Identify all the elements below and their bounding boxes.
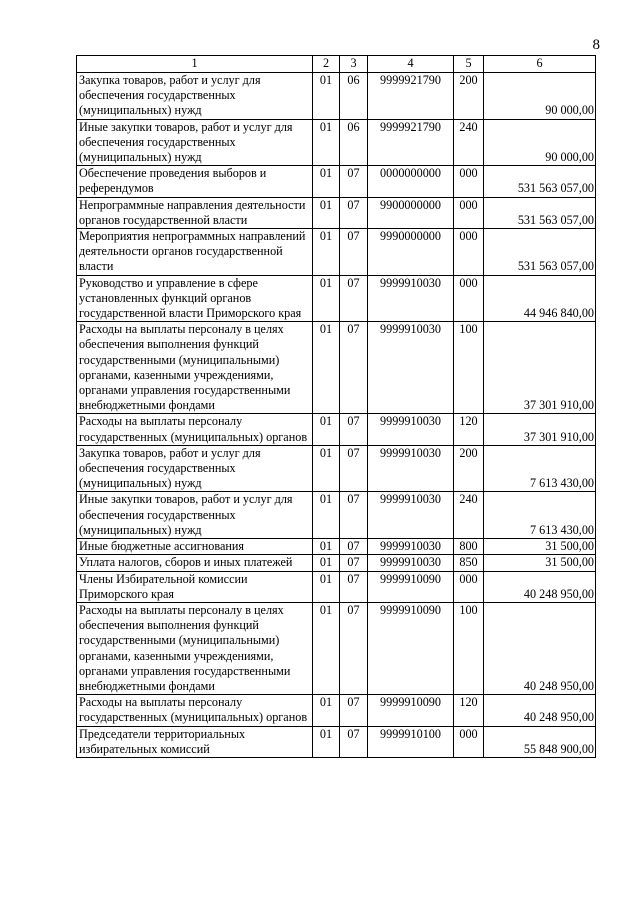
column-header-amount: 6 (484, 56, 596, 73)
cell-subsection: 07 (340, 539, 368, 555)
table-row (77, 539, 596, 555)
page-number: 8 (592, 37, 600, 53)
cell-expense-type: 120 (454, 414, 484, 445)
cell-amount: 37 301 910,00 (484, 322, 596, 414)
cell-amount: 531 563 057,00 (484, 197, 596, 228)
cell-name: Руководство и управление в сфере установленных функций органов государственной власти Приморского края (77, 275, 313, 322)
column-header-target: 4 (368, 56, 454, 73)
table-row (77, 322, 596, 414)
cell-expense-type: 200 (454, 73, 484, 120)
cell-target: 9999910030 (368, 492, 454, 539)
cell-section: 01 (313, 197, 340, 228)
cell-section: 01 (313, 229, 340, 276)
table-row (77, 571, 596, 602)
cell-expense-type: 000 (454, 229, 484, 276)
cell-expense-type: 000 (454, 571, 484, 602)
cell-name: Закупка товаров, работ и услуг для обеспечения государственных (муниципальных) нужд (77, 73, 313, 120)
cell-subsection: 07 (340, 445, 368, 492)
cell-name: Иные бюджетные ассигнования (77, 539, 313, 555)
cell-target: 9999910100 (368, 726, 454, 757)
cell-target: 9900000000 (368, 197, 454, 228)
cell-name: Расходы на выплаты персоналу государственных (муниципальных) органов (77, 414, 313, 445)
cell-subsection: 07 (340, 166, 368, 197)
cell-target: 9999910030 (368, 555, 454, 571)
cell-target: 9999910030 (368, 322, 454, 414)
cell-name: Обеспечение проведения выборов и референдумов (77, 166, 313, 197)
table-row (77, 197, 596, 228)
cell-amount: 7 613 430,00 (484, 492, 596, 539)
cell-name: Уплата налогов, сборов и иных платежей (77, 555, 313, 571)
cell-amount: 44 946 840,00 (484, 275, 596, 322)
column-header-subsection: 3 (340, 56, 368, 73)
cell-subsection: 07 (340, 229, 368, 276)
cell-target: 9999910030 (368, 275, 454, 322)
cell-section: 01 (313, 322, 340, 414)
cell-target: 9999910030 (368, 414, 454, 445)
cell-subsection: 06 (340, 119, 368, 166)
column-header-section: 2 (313, 56, 340, 73)
cell-target: 9999910090 (368, 602, 454, 694)
cell-subsection: 07 (340, 322, 368, 414)
cell-expense-type: 120 (454, 695, 484, 726)
cell-name: Иные закупки товаров, работ и услуг для обеспечения государственных (муниципальных) нужд (77, 119, 313, 166)
cell-expense-type: 100 (454, 602, 484, 694)
cell-amount: 31 500,00 (484, 539, 596, 555)
cell-subsection: 07 (340, 726, 368, 757)
cell-amount: 37 301 910,00 (484, 414, 596, 445)
cell-subsection: 07 (340, 555, 368, 571)
table-row (77, 726, 596, 757)
cell-subsection: 07 (340, 414, 368, 445)
cell-amount: 7 613 430,00 (484, 445, 596, 492)
cell-name: Закупка товаров, работ и услуг для обеспечения государственных (муниципальных) нужд (77, 445, 313, 492)
cell-expense-type: 240 (454, 119, 484, 166)
cell-expense-type: 000 (454, 197, 484, 228)
cell-target: 9999921790 (368, 119, 454, 166)
cell-name: Иные закупки товаров, работ и услуг для обеспечения государственных (муниципальных) нужд (77, 492, 313, 539)
cell-section: 01 (313, 571, 340, 602)
column-header-name: 1 (77, 56, 313, 73)
cell-section: 01 (313, 414, 340, 445)
cell-target: 9999910090 (368, 695, 454, 726)
table-row (77, 166, 596, 197)
cell-name: Расходы на выплаты персоналу в целях обеспечения выполнения функций государственными (муниципальными) органами, казенными учреждениями, органами управления государственными внебюджетными фондами (77, 602, 313, 694)
cell-section: 01 (313, 602, 340, 694)
cell-target: 9999910030 (368, 539, 454, 555)
cell-expense-type: 100 (454, 322, 484, 414)
cell-target: 0000000000 (368, 166, 454, 197)
cell-expense-type: 240 (454, 492, 484, 539)
cell-amount: 40 248 950,00 (484, 571, 596, 602)
cell-target: 9999921790 (368, 73, 454, 120)
table-row (77, 275, 596, 322)
cell-section: 01 (313, 166, 340, 197)
cell-subsection: 07 (340, 197, 368, 228)
cell-subsection: 07 (340, 571, 368, 602)
column-header-expense-type: 5 (454, 56, 484, 73)
table-row (77, 492, 596, 539)
table-row (77, 555, 596, 571)
cell-amount: 55 848 900,00 (484, 726, 596, 757)
table-row (77, 445, 596, 492)
cell-name: Расходы на выплаты персоналу государственных (муниципальных) органов (77, 695, 313, 726)
table-header-row (77, 56, 596, 73)
cell-section: 01 (313, 73, 340, 120)
cell-subsection: 07 (340, 602, 368, 694)
cell-name: Председатели территориальных избирательных комиссий (77, 726, 313, 757)
cell-target: 9999910030 (368, 445, 454, 492)
cell-section: 01 (313, 555, 340, 571)
cell-target: 9990000000 (368, 229, 454, 276)
table-row (77, 119, 596, 166)
cell-expense-type: 000 (454, 166, 484, 197)
cell-section: 01 (313, 492, 340, 539)
cell-amount: 90 000,00 (484, 73, 596, 120)
cell-amount: 40 248 950,00 (484, 695, 596, 726)
cell-amount: 90 000,00 (484, 119, 596, 166)
budget-table (76, 55, 596, 758)
cell-section: 01 (313, 539, 340, 555)
cell-expense-type: 800 (454, 539, 484, 555)
cell-section: 01 (313, 119, 340, 166)
table-row (77, 414, 596, 445)
cell-subsection: 06 (340, 73, 368, 120)
table-row (77, 73, 596, 120)
cell-section: 01 (313, 695, 340, 726)
cell-amount: 40 248 950,00 (484, 602, 596, 694)
cell-amount: 531 563 057,00 (484, 229, 596, 276)
table-body (77, 73, 596, 758)
cell-expense-type: 200 (454, 445, 484, 492)
cell-name: Члены Избирательной комиссии Приморского края (77, 571, 313, 602)
cell-subsection: 07 (340, 492, 368, 539)
cell-name: Мероприятия непрограммных направлений деятельности органов государственной власти (77, 229, 313, 276)
table-row (77, 602, 596, 694)
cell-subsection: 07 (340, 695, 368, 726)
cell-amount: 31 500,00 (484, 555, 596, 571)
table-row (77, 229, 596, 276)
cell-target: 9999910090 (368, 571, 454, 602)
cell-expense-type: 850 (454, 555, 484, 571)
cell-name: Расходы на выплаты персоналу в целях обеспечения выполнения функций государственными (муниципальными) органами, казенными учреждениями, органами управления государственными внебюджетными фондами (77, 322, 313, 414)
cell-expense-type: 000 (454, 726, 484, 757)
cell-amount: 531 563 057,00 (484, 166, 596, 197)
table-row (77, 695, 596, 726)
cell-subsection: 07 (340, 275, 368, 322)
cell-section: 01 (313, 445, 340, 492)
cell-section: 01 (313, 726, 340, 757)
cell-expense-type: 000 (454, 275, 484, 322)
cell-section: 01 (313, 275, 340, 322)
cell-name: Непрограммные направления деятельности органов государственной власти (77, 197, 313, 228)
